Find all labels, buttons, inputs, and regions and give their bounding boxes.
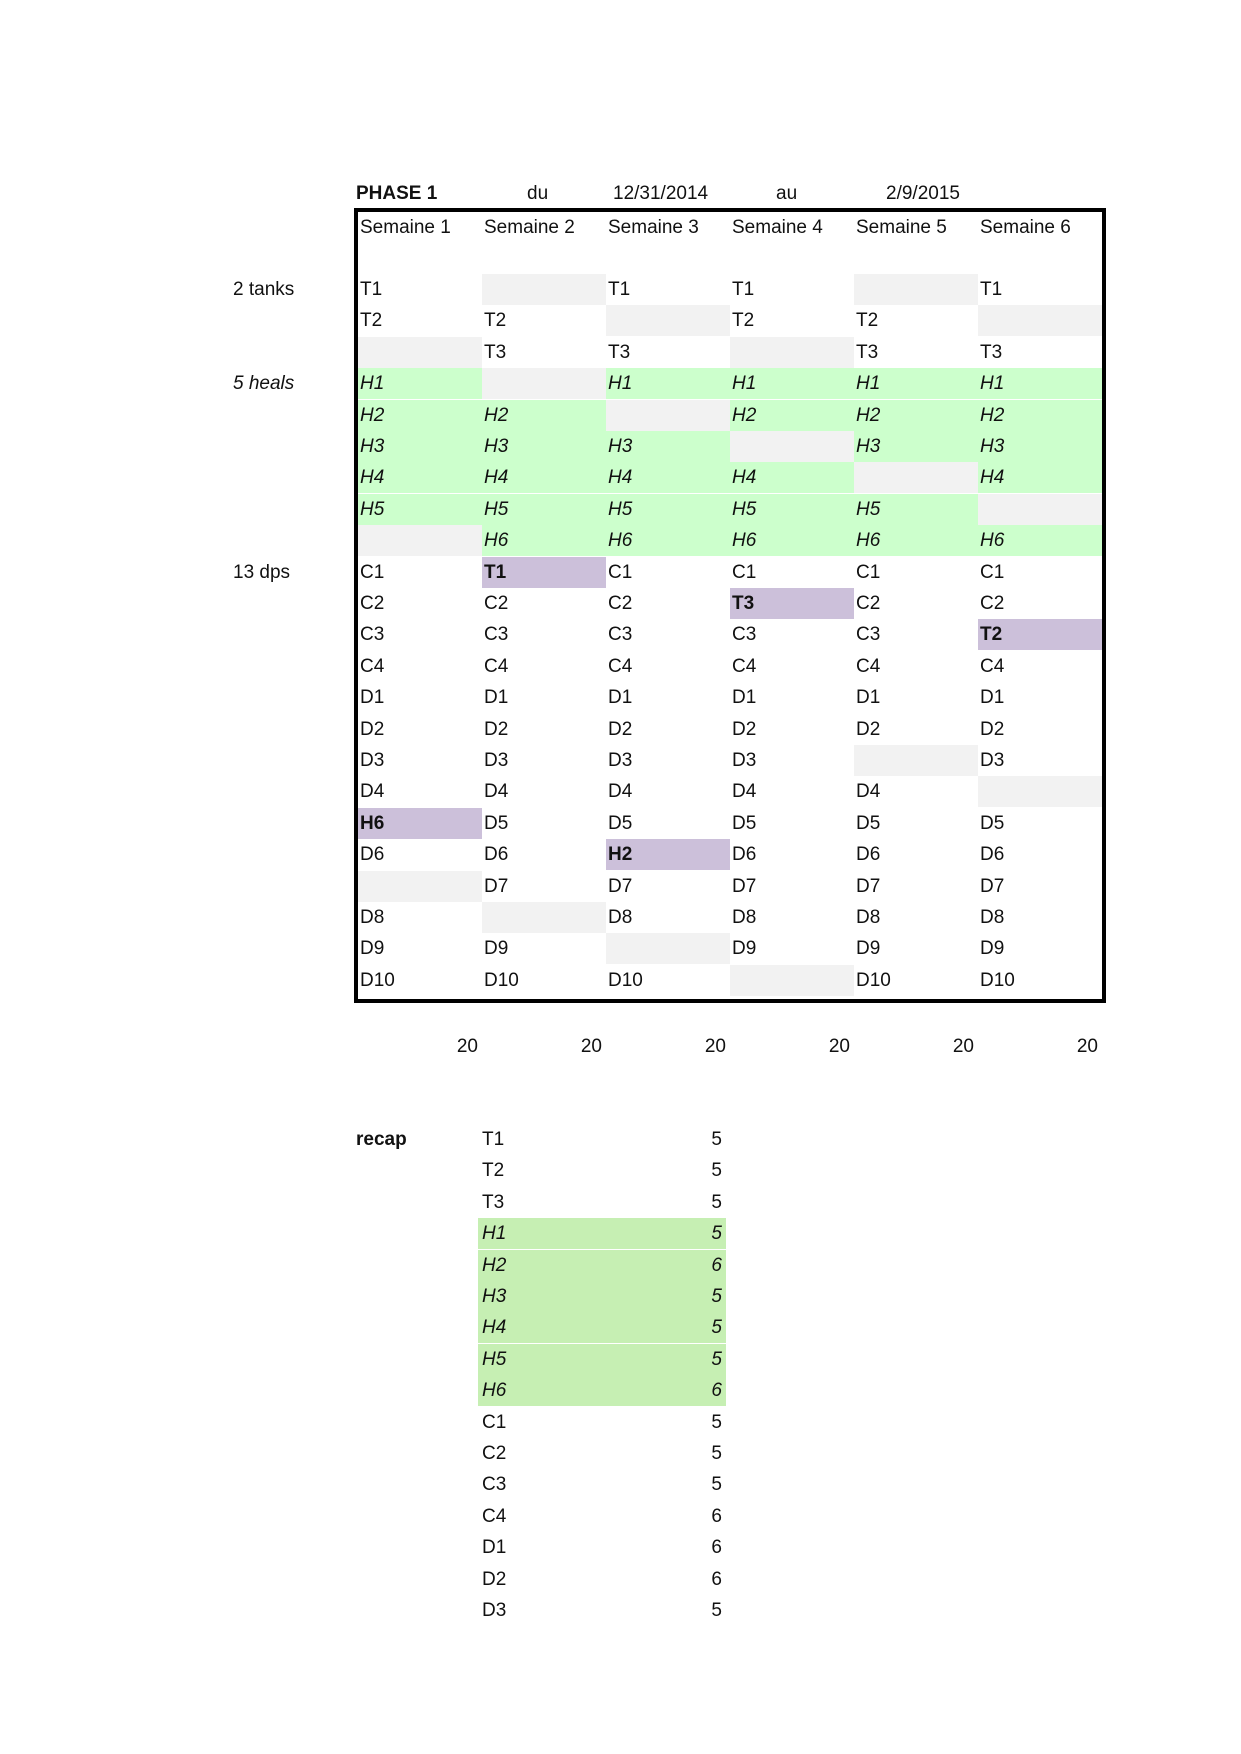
schedule-cell[interactable] [730, 431, 854, 462]
schedule-cell[interactable]: H3 [978, 431, 1102, 462]
recap-label: C2 [482, 1443, 507, 1464]
schedule-cell[interactable]: T3 [730, 588, 854, 619]
recap-row [478, 1595, 726, 1626]
schedule-cell[interactable]: C3 [484, 624, 509, 646]
schedule-cell[interactable]: C1 [856, 561, 881, 583]
schedule-cell[interactable]: D1 [608, 687, 633, 709]
schedule-cell[interactable]: C1 [980, 561, 1005, 583]
recap-label: C4 [482, 1505, 507, 1527]
recap-row [478, 1155, 726, 1186]
schedule-cell[interactable] [358, 525, 482, 556]
schedule-cell[interactable]: D2 [856, 718, 881, 740]
week-total-3: 20 [704, 1036, 726, 1057]
schedule-cell[interactable]: D5 [484, 812, 509, 834]
from-date: 12/31/2014 [613, 183, 709, 204]
schedule-cell[interactable]: C2 [980, 593, 1005, 614]
schedule-cell[interactable]: C4 [484, 655, 509, 677]
recap-row [478, 1218, 726, 1249]
week-total-6: 20 [1076, 1036, 1098, 1057]
recap-count: 5 [711, 1160, 722, 1182]
schedule-cell[interactable]: H2 [730, 400, 854, 431]
schedule-cell[interactable]: D8 [360, 907, 385, 928]
recap-label: H2 [482, 1254, 507, 1276]
schedule-cell[interactable]: D7 [980, 875, 1005, 897]
schedule-cell[interactable]: D2 [980, 718, 1005, 740]
schedule-cell[interactable]: C4 [980, 655, 1005, 677]
schedule-cell[interactable]: T2 [856, 310, 879, 332]
schedule-cell[interactable]: D6 [484, 844, 509, 866]
schedule-cell[interactable]: D9 [980, 938, 1005, 960]
schedule-cell[interactable]: D6 [856, 844, 881, 866]
from-label: du [527, 183, 549, 204]
schedule-cell[interactable]: T2 [732, 310, 755, 332]
to-label: au [776, 183, 798, 204]
schedule-cell[interactable]: H5 [730, 494, 854, 525]
phase-title: PHASE 1 [356, 183, 438, 204]
week-header-3: Semaine 3 [608, 217, 699, 238]
schedule-cell[interactable]: C4 [856, 655, 881, 677]
schedule-cell[interactable]: C4 [608, 655, 633, 677]
schedule-cell[interactable]: T1 [980, 279, 1003, 300]
schedule-cell[interactable]: H6 [978, 525, 1102, 556]
recap-count: 5 [711, 1411, 722, 1433]
schedule-cell[interactable]: D7 [856, 875, 881, 897]
schedule-cell[interactable] [482, 902, 606, 933]
schedule-cell[interactable]: H5 [606, 494, 730, 525]
schedule-cell[interactable]: H1 [358, 368, 482, 399]
row-group-label: 2 tanks [233, 279, 295, 300]
schedule-cell[interactable] [606, 400, 730, 431]
recap-row [478, 1469, 726, 1500]
recap-row [478, 1250, 726, 1281]
week-header-5: Semaine 5 [856, 217, 947, 238]
schedule-cell[interactable]: D4 [360, 781, 385, 803]
recap-label: D1 [482, 1537, 507, 1559]
schedule-cell[interactable] [358, 337, 482, 368]
schedule-cell[interactable]: H3 [482, 431, 606, 462]
recap-row [478, 1281, 726, 1312]
schedule-cell[interactable] [730, 965, 854, 996]
recap-count: 6 [711, 1254, 722, 1276]
schedule-cell[interactable]: H1 [730, 368, 854, 399]
schedule-cell[interactable]: H6 [730, 525, 854, 556]
schedule-cell[interactable]: D6 [732, 844, 757, 866]
schedule-cell[interactable]: T1 [732, 279, 755, 300]
schedule-cell[interactable]: H6 [606, 525, 730, 556]
schedule-cell[interactable]: H2 [482, 400, 606, 431]
week-total-1: 20 [456, 1036, 478, 1057]
schedule-cell[interactable]: H5 [358, 494, 482, 525]
recap-row [478, 1124, 726, 1155]
recap-label: H3 [482, 1286, 507, 1307]
schedule-cell[interactable]: D1 [360, 687, 385, 709]
schedule-cell[interactable]: D3 [980, 750, 1005, 771]
recap-count: 5 [711, 1286, 722, 1307]
schedule-cell[interactable]: D10 [980, 969, 1015, 991]
schedule-cell[interactable]: H4 [978, 462, 1102, 493]
schedule-cell[interactable] [854, 745, 978, 776]
week-total-5: 20 [952, 1036, 974, 1057]
recap-row [478, 1438, 726, 1469]
schedule-cell[interactable]: H5 [482, 494, 606, 525]
schedule-cell[interactable]: H2 [358, 400, 482, 431]
schedule-cell[interactable]: D1 [856, 687, 881, 709]
schedule-grid [354, 208, 1106, 1003]
recap-label: C3 [482, 1474, 507, 1496]
row-group-label: 13 dps [233, 561, 291, 583]
schedule-cell[interactable]: H6 [482, 525, 606, 556]
recap-row [478, 1407, 726, 1438]
schedule-cell[interactable]: D8 [856, 907, 881, 928]
schedule-cell[interactable]: H4 [482, 462, 606, 493]
schedule-cell[interactable]: T3 [608, 341, 631, 363]
schedule-cell[interactable]: D4 [608, 781, 633, 803]
schedule-cell[interactable]: D9 [360, 938, 385, 960]
schedule-cell[interactable] [854, 462, 978, 493]
recap-title: recap [356, 1129, 407, 1150]
schedule-cell[interactable]: D1 [732, 687, 757, 709]
week-header-1: Semaine 1 [360, 217, 451, 238]
schedule-cell[interactable]: C1 [360, 561, 385, 583]
recap-count: 5 [711, 1317, 722, 1339]
schedule-cell[interactable]: C2 [608, 593, 633, 614]
week-total-4: 20 [828, 1036, 850, 1057]
schedule-cell[interactable]: H2 [978, 400, 1102, 431]
schedule-cell[interactable]: H6 [358, 808, 482, 839]
schedule-cell[interactable]: D10 [484, 969, 519, 991]
recap-label: D2 [482, 1568, 507, 1590]
schedule-cell[interactable]: D5 [732, 812, 757, 834]
schedule-cell[interactable] [482, 274, 606, 305]
recap-count: 6 [711, 1537, 722, 1559]
recap-count: 5 [711, 1129, 722, 1150]
schedule-cell[interactable]: D7 [732, 875, 757, 897]
schedule-cell[interactable]: D4 [732, 781, 757, 803]
schedule-cell[interactable]: D10 [856, 969, 891, 991]
schedule-cell[interactable]: D8 [608, 907, 633, 928]
schedule-cell[interactable]: D3 [484, 750, 509, 771]
recap-label: H1 [482, 1223, 507, 1245]
schedule-cell[interactable]: T1 [360, 279, 383, 300]
schedule-cell[interactable]: C1 [608, 561, 633, 583]
recap-row [478, 1344, 726, 1375]
schedule-cell[interactable]: C3 [360, 624, 385, 646]
schedule-cell[interactable]: D4 [484, 781, 509, 803]
schedule-cell[interactable]: T3 [856, 341, 879, 363]
recap-row [478, 1532, 726, 1563]
recap-count: 6 [711, 1380, 722, 1402]
schedule-cell[interactable]: D2 [484, 718, 509, 740]
schedule-cell[interactable]: C2 [484, 593, 509, 614]
schedule-cell[interactable] [606, 305, 730, 336]
schedule-cell[interactable]: D3 [360, 750, 385, 771]
schedule-cell[interactable]: C2 [856, 593, 881, 614]
week-header-4: Semaine 4 [732, 217, 823, 238]
schedule-cell[interactable] [730, 337, 854, 368]
recap-count: 5 [711, 1474, 722, 1496]
schedule-cell[interactable]: D2 [608, 718, 633, 740]
schedule-cell[interactable]: D2 [360, 718, 385, 740]
schedule-cell[interactable]: T2 [360, 310, 383, 332]
recap-label: T3 [482, 1191, 505, 1213]
schedule-cell[interactable]: D5 [856, 812, 881, 834]
recap-count: 5 [711, 1600, 722, 1621]
schedule-cell[interactable]: D3 [732, 750, 757, 771]
schedule-cell[interactable]: D3 [608, 750, 633, 771]
schedule-cell[interactable]: T3 [484, 341, 507, 363]
schedule-cell[interactable]: T2 [978, 619, 1102, 650]
recap-label: H4 [482, 1317, 507, 1339]
schedule-cell[interactable]: C2 [360, 593, 385, 614]
schedule-cell[interactable]: D4 [856, 781, 881, 803]
schedule-cell[interactable]: T1 [608, 279, 631, 300]
schedule-cell[interactable]: T1 [482, 557, 606, 588]
recap-row [478, 1375, 726, 1406]
schedule-cell[interactable]: C1 [732, 561, 757, 583]
schedule-cell[interactable] [978, 305, 1102, 336]
schedule-cell[interactable]: D1 [980, 687, 1005, 709]
schedule-cell[interactable] [978, 776, 1102, 807]
schedule-cell[interactable]: C4 [732, 655, 757, 677]
schedule-cell[interactable]: D6 [360, 844, 385, 866]
schedule-cell[interactable]: H2 [854, 400, 978, 431]
schedule-cell[interactable]: D5 [608, 812, 633, 834]
recap-count: 5 [711, 1191, 722, 1213]
schedule-cell[interactable]: H2 [606, 839, 730, 870]
schedule-cell[interactable]: H3 [854, 431, 978, 462]
schedule-cell[interactable] [482, 368, 606, 399]
schedule-cell[interactable]: H1 [978, 368, 1102, 399]
recap-row [478, 1312, 726, 1343]
week-total-2: 20 [580, 1036, 602, 1057]
schedule-cell[interactable]: D8 [732, 907, 757, 928]
schedule-cell[interactable]: H1 [854, 368, 978, 399]
recap-row [478, 1564, 726, 1595]
schedule-cell[interactable]: D1 [484, 687, 509, 709]
recap-label: H5 [482, 1348, 507, 1370]
schedule-cell[interactable]: D9 [484, 938, 509, 960]
schedule-cell[interactable]: D2 [732, 718, 757, 740]
schedule-cell[interactable]: D5 [980, 812, 1005, 834]
schedule-cell[interactable] [978, 494, 1102, 525]
schedule-cell[interactable]: H4 [358, 462, 482, 493]
schedule-cell[interactable]: C3 [732, 624, 757, 646]
week-header-2: Semaine 2 [484, 217, 575, 238]
schedule-cell[interactable]: D6 [980, 844, 1005, 866]
recap-label: T2 [482, 1160, 505, 1182]
recap-label: D3 [482, 1600, 507, 1621]
recap-label: C1 [482, 1411, 507, 1433]
schedule-cell[interactable]: C3 [608, 624, 633, 646]
schedule-cell[interactable] [854, 274, 978, 305]
to-date: 2/9/2015 [886, 183, 960, 204]
recap-label: H6 [482, 1380, 507, 1402]
schedule-cell[interactable]: T3 [980, 341, 1003, 363]
schedule-cell[interactable]: C3 [856, 624, 881, 646]
schedule-cell[interactable]: D9 [732, 938, 757, 960]
schedule-cell[interactable] [358, 871, 482, 902]
recap-label: T1 [482, 1129, 505, 1150]
schedule-cell[interactable]: T2 [484, 310, 507, 332]
row-group-label: 5 heals [233, 373, 295, 395]
schedule-cell[interactable]: D10 [608, 969, 643, 991]
schedule-cell[interactable]: D7 [484, 875, 509, 897]
schedule-cell[interactable]: D7 [608, 875, 633, 897]
schedule-cell[interactable]: D8 [980, 907, 1005, 928]
recap-count: 5 [711, 1223, 722, 1245]
schedule-cell[interactable]: H4 [606, 462, 730, 493]
schedule-cell[interactable]: D9 [856, 938, 881, 960]
recap-row [478, 1501, 726, 1532]
recap-count: 5 [711, 1443, 722, 1464]
schedule-cell[interactable]: H3 [358, 431, 482, 462]
recap-count: 6 [711, 1568, 722, 1590]
schedule-cell[interactable]: H6 [854, 525, 978, 556]
schedule-cell[interactable]: H5 [854, 494, 978, 525]
schedule-cell[interactable]: D10 [360, 969, 395, 991]
week-header-6: Semaine 6 [980, 217, 1071, 238]
recap-count: 6 [711, 1505, 722, 1527]
schedule-cell[interactable]: C4 [360, 655, 385, 677]
schedule-cell[interactable]: H1 [606, 368, 730, 399]
schedule-cell[interactable]: H4 [730, 462, 854, 493]
recap-count: 5 [711, 1348, 722, 1370]
recap-row [478, 1187, 726, 1218]
schedule-cell[interactable] [606, 933, 730, 964]
schedule-cell[interactable]: H3 [606, 431, 730, 462]
